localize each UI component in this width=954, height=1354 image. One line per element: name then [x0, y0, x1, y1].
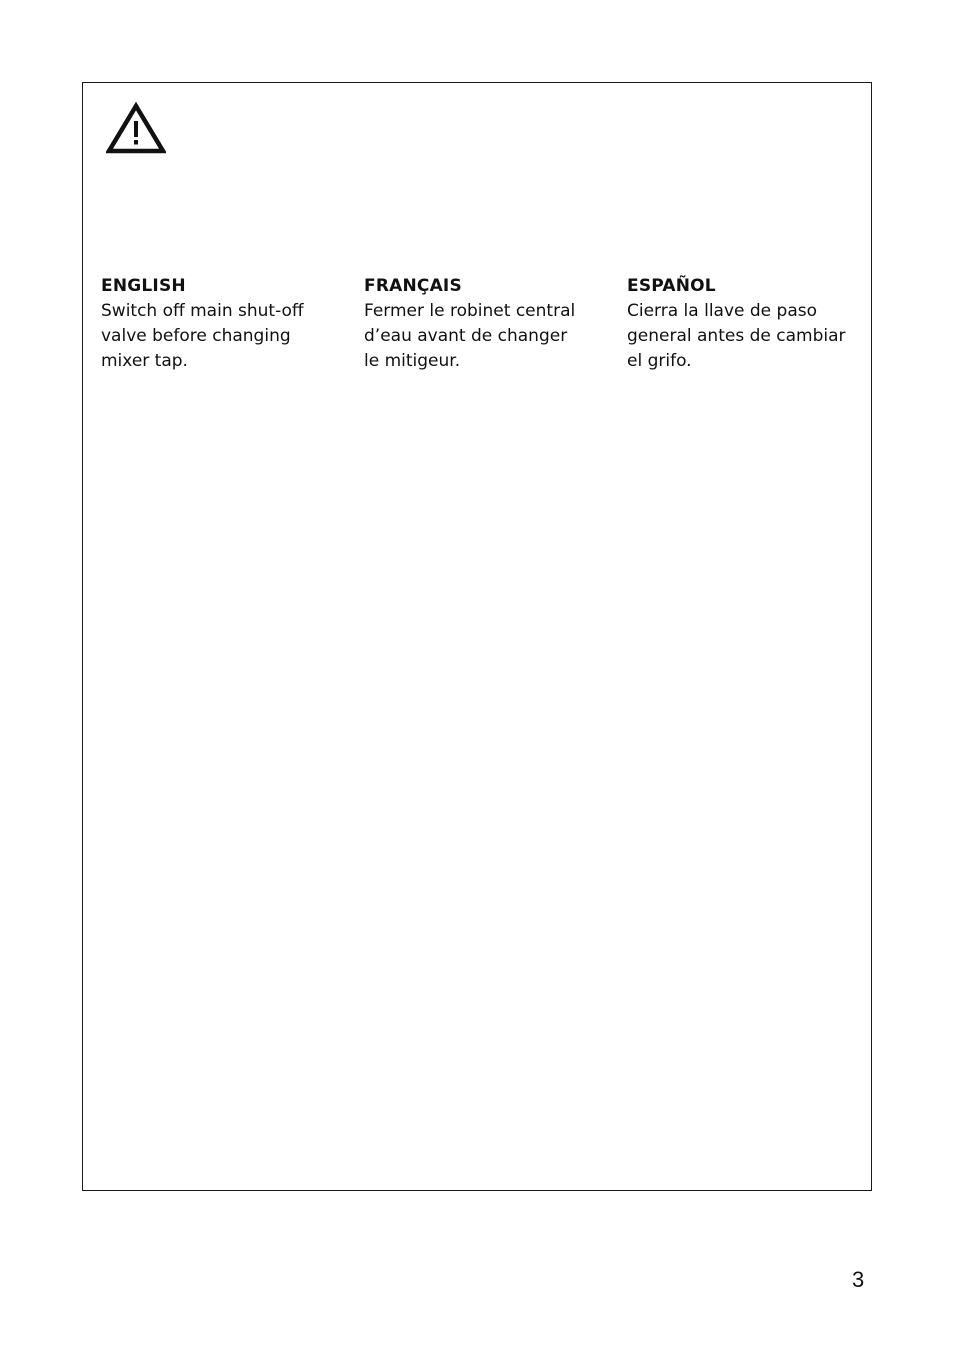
warning-triangle-icon [106, 102, 166, 154]
section-heading-spanish: ESPAÑOL [627, 276, 716, 296]
section-heading-english: ENGLISH [101, 276, 186, 296]
section-text-spanish: Cierra la llave de paso general antes de cambiar el grifo. [627, 301, 846, 371]
page-number: 3 [852, 1267, 865, 1292]
instruction-frame [82, 82, 872, 1191]
section-french [364, 274, 614, 374]
section-text-english: Switch off main shut-off valve before changing mixer tap. [101, 301, 304, 371]
section-spanish [627, 274, 877, 374]
section-heading-french: FRANÇAIS [364, 276, 462, 296]
section-text-french: Fermer le robinet central d’eau avant de changer le mitigeur. [364, 301, 576, 371]
section-english [101, 274, 351, 374]
